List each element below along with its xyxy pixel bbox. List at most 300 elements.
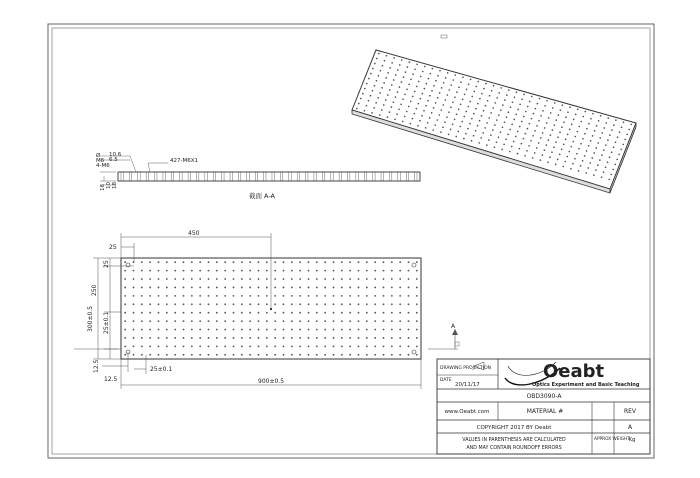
mounting-hole: [366, 354, 368, 356]
mounting-hole: [341, 303, 343, 305]
iso-hole: [540, 159, 542, 161]
mounting-hole: [399, 287, 401, 289]
mounting-hole: [333, 312, 335, 314]
iso-hole: [431, 90, 433, 92]
mounting-hole: [324, 354, 326, 356]
iso-hole: [576, 131, 578, 133]
iso-hole: [409, 61, 411, 63]
mounting-hole: [124, 303, 126, 305]
iso-hole: [509, 129, 511, 131]
iso-hole: [479, 98, 481, 100]
iso-hole: [500, 87, 502, 89]
mounting-hole: [233, 303, 235, 305]
mounting-hole: [299, 295, 301, 297]
section-tapped-hole: [415, 172, 417, 181]
iso-hole: [524, 155, 526, 157]
mounting-hole: [324, 261, 326, 263]
iso-hole: [480, 137, 482, 139]
iso-hole: [435, 80, 437, 82]
mounting-hole: [124, 337, 126, 339]
iso-hole: [588, 123, 590, 125]
mounting-hole: [266, 329, 268, 331]
mounting-hole: [324, 320, 326, 322]
mounting-hole: [283, 354, 285, 356]
mounting-hole: [174, 354, 176, 356]
iso-hole: [446, 116, 448, 118]
iso-hole: [422, 93, 424, 95]
iso-hole: [486, 122, 488, 124]
dim-300: 300±0.5: [87, 305, 94, 332]
mounting-hole: [308, 329, 310, 331]
iso-hole: [414, 68, 416, 70]
mounting-hole: [283, 270, 285, 272]
mounting-hole: [241, 354, 243, 356]
dim-900: 900±0.5: [258, 378, 285, 385]
iso-hole: [587, 167, 589, 169]
mounting-hole: [208, 329, 210, 331]
mounting-hole: [399, 345, 401, 347]
mounting-hole: [249, 345, 251, 347]
mounting-hole: [208, 337, 210, 339]
mounting-hole: [299, 303, 301, 305]
iso-hole: [448, 111, 450, 113]
mounting-hole: [374, 303, 376, 305]
iso-hole: [575, 114, 577, 116]
mounting-hole: [124, 278, 126, 280]
dim-25-left: 25: [103, 260, 110, 268]
mounting-hole: [183, 354, 185, 356]
mounting-hole: [208, 261, 210, 263]
section-tapped-hole: [264, 172, 266, 181]
iso-hole: [601, 176, 603, 178]
iso-hole: [532, 157, 534, 159]
mounting-hole: [216, 345, 218, 347]
mounting-hole: [249, 320, 251, 322]
iso-hole: [609, 134, 611, 136]
mounting-hole: [274, 261, 276, 263]
section-tapped-hole: [364, 172, 366, 181]
section-tapped-hole: [222, 172, 224, 181]
iso-hole: [591, 157, 593, 159]
mounting-hole: [208, 320, 210, 322]
iso-hole: [465, 111, 467, 113]
iso-hole: [565, 116, 567, 118]
iso-hole: [374, 63, 376, 65]
mounting-hole: [216, 295, 218, 297]
mounting-hole: [158, 295, 160, 297]
section-thread-callout: 427-M6X1: [170, 158, 198, 164]
mounting-hole: [391, 320, 393, 322]
iso-hole: [445, 77, 447, 79]
iso-hole: [455, 136, 457, 138]
mounting-hole: [416, 303, 418, 305]
mounting-hole: [283, 329, 285, 331]
mounting-hole: [149, 270, 151, 272]
iso-hole: [458, 108, 460, 110]
mounting-hole: [124, 354, 126, 356]
mounting-hole: [166, 337, 168, 339]
iso-hole: [599, 159, 601, 161]
iso-hole: [548, 117, 550, 119]
mounting-hole: [233, 337, 235, 339]
iso-hole: [574, 136, 576, 138]
iso-hole: [500, 109, 502, 111]
mounting-hole: [383, 329, 385, 331]
iso-hole: [521, 121, 523, 123]
iso-hole: [540, 137, 542, 139]
iso-hole: [535, 108, 537, 110]
iso-hole: [475, 108, 477, 110]
iso-hole: [482, 132, 484, 134]
iso-hole: [471, 96, 473, 98]
iso-hole: [419, 120, 421, 122]
mounting-hole: [358, 278, 360, 280]
mounting-hole: [291, 337, 293, 339]
iso-hole: [610, 174, 612, 176]
iso-hole: [450, 128, 452, 130]
mounting-hole: [133, 295, 135, 297]
iso-hole: [401, 81, 403, 83]
iso-hole: [431, 112, 433, 114]
iso-hole: [554, 124, 556, 126]
mounting-hole: [141, 329, 143, 331]
iso-hole: [463, 116, 465, 118]
mounting-hole: [158, 337, 160, 339]
iso-hole: [542, 132, 544, 134]
iso-hole: [556, 119, 558, 121]
mounting-hole: [333, 295, 335, 297]
iso-hole: [416, 108, 418, 110]
mounting-hole: [133, 278, 135, 280]
section-dim-10-6: 10.6: [109, 152, 122, 158]
iso-hole: [592, 135, 594, 137]
section-dim-6-5: 6.5: [109, 157, 118, 163]
iso-hole: [496, 97, 498, 99]
iso-hole: [494, 146, 496, 148]
mounting-hole: [208, 345, 210, 347]
mounting-hole: [283, 278, 285, 280]
mounting-hole: [133, 354, 135, 356]
projection-label: DRAWING PROJECTION: [440, 366, 491, 371]
iso-hole: [483, 110, 485, 112]
mounting-hole: [241, 303, 243, 305]
iso-hole: [432, 129, 434, 131]
iso-hole: [418, 81, 420, 83]
mounting-hole: [333, 329, 335, 331]
iso-hole: [391, 84, 393, 86]
mounting-hole: [299, 312, 301, 314]
mounting-hole: [166, 329, 168, 331]
mounting-hole: [208, 270, 210, 272]
iso-hole: [617, 136, 619, 138]
iso-hole: [473, 135, 475, 137]
iso-hole: [459, 126, 461, 128]
mounting-hole: [383, 354, 385, 356]
iso-hole: [573, 119, 575, 121]
mounting-hole: [233, 312, 235, 314]
mounting-hole: [341, 354, 343, 356]
iso-hole: [593, 152, 595, 154]
iso-hole: [399, 86, 401, 88]
mounting-hole: [408, 287, 410, 289]
iso-hole: [550, 112, 552, 114]
iso-hole: [509, 151, 511, 153]
iso-hole: [406, 111, 408, 113]
mounting-hole: [358, 345, 360, 347]
section-tapped-hole: [155, 172, 157, 181]
iso-hole: [560, 109, 562, 111]
mounting-hole: [258, 329, 260, 331]
mounting-hole: [166, 270, 168, 272]
iso-hole: [615, 119, 617, 121]
mounting-hole: [199, 278, 201, 280]
mounting-hole: [383, 345, 385, 347]
iso-hole: [612, 169, 614, 171]
mounting-hole: [408, 337, 410, 339]
iso-hole: [563, 144, 565, 146]
mounting-hole: [149, 337, 151, 339]
mounting-hole: [416, 278, 418, 280]
mounting-hole: [199, 320, 201, 322]
iso-hole: [593, 174, 595, 176]
section-tapped-hole: [129, 172, 131, 181]
iso-hole: [584, 111, 586, 113]
mounting-hole: [249, 312, 251, 314]
mounting-hole: [291, 295, 293, 297]
mounting-hole: [216, 354, 218, 356]
iso-hole: [387, 116, 389, 118]
iso-hole: [517, 109, 519, 111]
mounting-hole: [141, 320, 143, 322]
mounting-hole: [399, 303, 401, 305]
mounting-hole: [324, 295, 326, 297]
note-line-2: AND MAY CONTAIN ROUNDOFF ERRORS: [466, 446, 562, 451]
dim-12-5-lower: 12.5: [104, 376, 118, 383]
dim-450: 450: [188, 230, 200, 237]
mounting-hole: [316, 287, 318, 289]
mounting-hole: [308, 337, 310, 339]
dim-pitch-horizontal: 25±0.1: [150, 366, 173, 373]
plan-view: [74, 230, 458, 389]
iso-hole: [371, 112, 373, 114]
mounting-hole: [391, 270, 393, 272]
mounting-hole: [174, 337, 176, 339]
iso-hole: [527, 106, 529, 108]
mounting-hole: [383, 312, 385, 314]
iso-hole: [555, 141, 557, 143]
iso-hole: [477, 125, 479, 127]
iso-hole: [578, 126, 580, 128]
mounting-hole: [283, 312, 285, 314]
mounting-hole: [174, 287, 176, 289]
iso-hole: [408, 106, 410, 108]
mounting-hole: [241, 278, 243, 280]
iso-hole: [487, 100, 489, 102]
mounting-hole: [374, 295, 376, 297]
section-tapped-hole: [247, 172, 249, 181]
iso-hole: [519, 104, 521, 106]
mounting-hole: [291, 320, 293, 322]
mounting-hole: [299, 287, 301, 289]
mounting-hole: [124, 287, 126, 289]
iso-hole: [481, 115, 483, 117]
mounting-hole: [174, 329, 176, 331]
iso-hole: [439, 70, 441, 72]
iso-hole: [412, 73, 414, 75]
iso-hole: [611, 151, 613, 153]
mounting-hole: [408, 261, 410, 263]
mounting-hole: [133, 287, 135, 289]
rev-value: A: [627, 424, 633, 431]
mounting-hole: [341, 287, 343, 289]
mounting-hole: [224, 329, 226, 331]
section-dim-m6: M6: [96, 158, 105, 164]
iso-hole: [607, 161, 609, 163]
section-tapped-hole: [121, 172, 123, 181]
mounting-hole: [349, 354, 351, 356]
iso-hole: [379, 114, 381, 116]
iso-hole: [504, 99, 506, 101]
iso-hole: [496, 119, 498, 121]
mounting-hole: [158, 278, 160, 280]
section-profile: [118, 172, 420, 181]
iso-hole: [624, 139, 626, 141]
mounting-hole: [241, 287, 243, 289]
mounting-hole: [224, 320, 226, 322]
mounting-hole: [149, 320, 151, 322]
iso-hole: [402, 98, 404, 100]
mounting-hole: [283, 345, 285, 347]
mounting-hole: [324, 337, 326, 339]
iso-hole: [393, 57, 395, 59]
mounting-hole: [341, 270, 343, 272]
mounting-hole: [308, 303, 310, 305]
iso-hole: [428, 78, 430, 80]
iso-hole: [443, 82, 445, 84]
iso-hole: [402, 121, 404, 123]
mounting-hole: [133, 270, 135, 272]
section-dim-16: 16: [100, 184, 106, 191]
mounting-hole: [199, 329, 201, 331]
mounting-hole: [391, 295, 393, 297]
iso-hole: [356, 108, 358, 110]
mounting-hole: [216, 320, 218, 322]
mounting-hole: [249, 354, 251, 356]
iso-hole: [429, 95, 431, 97]
mounting-hole: [133, 345, 135, 347]
iso-hole: [420, 98, 422, 100]
iso-hole: [529, 123, 531, 125]
iso-hole: [611, 129, 613, 131]
iso-hole: [400, 103, 402, 105]
mounting-hole: [249, 287, 251, 289]
mounting-hole: [258, 270, 260, 272]
iso-hole: [396, 113, 398, 115]
mounting-hole: [391, 287, 393, 289]
section-tapped-hole: [238, 172, 240, 181]
section-dim-4-m6: 4-M6: [96, 163, 110, 169]
iso-hole: [608, 179, 610, 181]
iso-hole: [511, 146, 513, 148]
iso-hole: [607, 139, 609, 141]
mounting-hole: [274, 337, 276, 339]
mounting-hole: [224, 295, 226, 297]
iso-hole: [385, 77, 387, 79]
mounting-hole: [124, 345, 126, 347]
mounting-hole: [358, 295, 360, 297]
iso-hole: [547, 161, 549, 163]
mounting-hole: [399, 337, 401, 339]
mounting-hole: [166, 320, 168, 322]
mounting-hole: [316, 295, 318, 297]
mounting-hole: [274, 320, 276, 322]
mounting-hole: [258, 303, 260, 305]
note-line-1: VALUES IN PARENTHESIS ARE CALCULATED: [462, 438, 566, 443]
iso-hole: [519, 148, 521, 150]
iso-hole: [477, 103, 479, 105]
dim-12-5-upper: 12.5: [93, 359, 100, 373]
mounting-hole: [333, 345, 335, 347]
section-dim-10: 10: [106, 182, 112, 189]
mounting-hole: [124, 312, 126, 314]
iso-hole: [613, 146, 615, 148]
iso-hole: [423, 110, 425, 112]
mounting-hole: [349, 278, 351, 280]
iso-hole: [586, 150, 588, 152]
iso-hole: [544, 149, 546, 151]
iso-hole: [382, 65, 384, 67]
iso-hole: [401, 59, 403, 61]
mounting-hole: [383, 287, 385, 289]
mounting-hole: [174, 278, 176, 280]
mounting-hole: [399, 261, 401, 263]
mounting-hole: [391, 329, 393, 331]
mounting-hole: [191, 261, 193, 263]
mounting-hole: [141, 303, 143, 305]
iso-hole: [616, 159, 618, 161]
mounting-hole: [416, 329, 418, 331]
iso-hole: [489, 95, 491, 97]
mounting-hole: [299, 345, 301, 347]
mounting-hole: [124, 329, 126, 331]
mounting-hole: [408, 278, 410, 280]
iso-hole: [441, 87, 443, 89]
mounting-hole: [333, 354, 335, 356]
iso-hole: [584, 133, 586, 135]
mounting-hole: [216, 312, 218, 314]
iso-hole: [483, 88, 485, 90]
mounting-hole: [291, 312, 293, 314]
iso-hole: [542, 110, 544, 112]
mounting-hole: [183, 320, 185, 322]
mounting-hole: [391, 303, 393, 305]
iso-hole: [570, 168, 572, 170]
mounting-hole: [383, 261, 385, 263]
mounting-hole: [233, 270, 235, 272]
mounting-hole: [149, 303, 151, 305]
iso-hole: [554, 102, 556, 104]
section-hole-row: [121, 172, 417, 181]
mounting-hole: [324, 345, 326, 347]
iso-hole: [619, 131, 621, 133]
mounting-hole: [141, 270, 143, 272]
iso-hole: [594, 130, 596, 132]
iso-hole: [523, 94, 525, 96]
iso-hole: [596, 125, 598, 127]
mounting-hole: [366, 303, 368, 305]
iso-hole: [521, 143, 523, 145]
iso-hole: [494, 124, 496, 126]
